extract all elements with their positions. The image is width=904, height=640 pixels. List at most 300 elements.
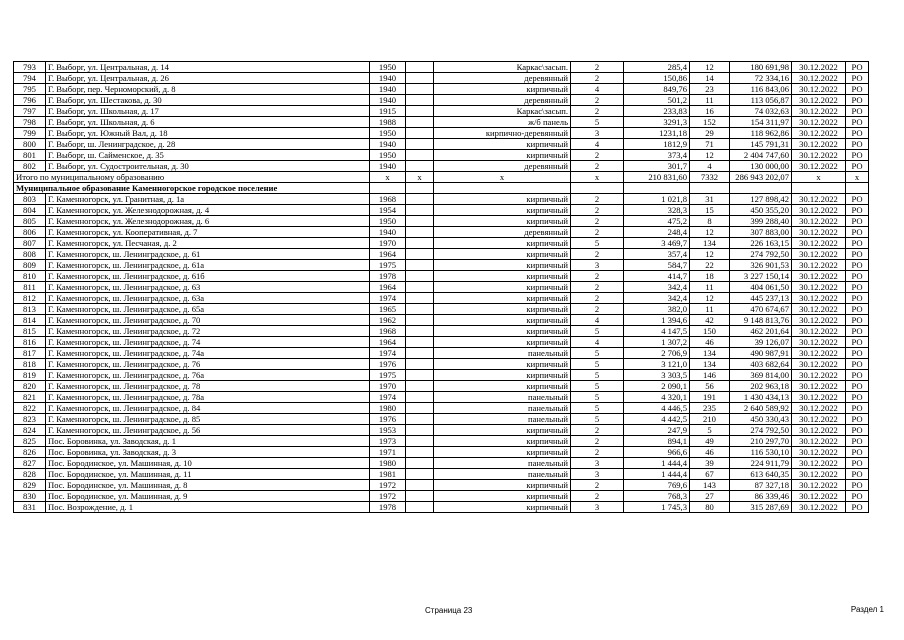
cost-cell: 226 163,15 xyxy=(730,238,792,249)
date-cell: 30.12.2022 xyxy=(792,62,846,73)
floors-cell: 2 xyxy=(571,106,624,117)
year-built-cell: 1970 xyxy=(370,381,406,392)
address-cell: Г. Каменногорск, ш. Ленинградское, д. 61 xyxy=(46,249,370,260)
area-cell: 2 706,9 xyxy=(624,348,690,359)
empty-cell xyxy=(406,139,434,150)
area-cell: 247,9 xyxy=(624,425,690,436)
table-row xyxy=(14,128,869,139)
area-cell: 4 147,5 xyxy=(624,326,690,337)
empty-cell xyxy=(846,183,869,194)
row-number: 827 xyxy=(14,458,46,469)
area-cell: 150,86 xyxy=(624,73,690,84)
area-cell: 3 121,0 xyxy=(624,359,690,370)
year-built-cell: 1940 xyxy=(370,227,406,238)
row-number: 803 xyxy=(14,194,46,205)
address-cell: Г. Каменногорск, ш. Ленинградское, д. 65а xyxy=(46,304,370,315)
row-number: 830 xyxy=(14,491,46,502)
area-cell: 3291,3 xyxy=(624,117,690,128)
row-number: 831 xyxy=(14,502,46,513)
year-built-cell: 1950 xyxy=(370,150,406,161)
year-built-cell: 1978 xyxy=(370,502,406,513)
residents-cell: 210 xyxy=(690,414,730,425)
wall-material-cell: Каркас\засып. xyxy=(434,106,571,117)
floors-cell: 5 xyxy=(571,348,624,359)
area-cell: 1 745,3 xyxy=(624,502,690,513)
table-row xyxy=(14,194,869,205)
row-number: 809 xyxy=(14,260,46,271)
area-cell: 1 394,6 xyxy=(624,315,690,326)
cost-cell: 274 792,50 xyxy=(730,425,792,436)
empty-cell xyxy=(406,491,434,502)
address-cell: Пос. Бородинское, ул. Машинная, д. 9 xyxy=(46,491,370,502)
date-cell: 30.12.2022 xyxy=(792,414,846,425)
type-cell: РО xyxy=(846,271,869,282)
type-cell: РО xyxy=(846,447,869,458)
table-row xyxy=(14,205,869,216)
address-cell: Г. Каменногорск, ул. Песчаная, д. 2 xyxy=(46,238,370,249)
residents-cell: 150 xyxy=(690,326,730,337)
address-cell: Г. Каменногорск, ш. Ленинградское, д. 74а xyxy=(46,348,370,359)
year-built-cell: 1976 xyxy=(370,414,406,425)
type-cell: РО xyxy=(846,238,869,249)
empty-cell xyxy=(406,238,434,249)
address-cell: Г. Каменногорск, ш. Ленинградское, д. 74 xyxy=(46,337,370,348)
year-built-cell: 1980 xyxy=(370,403,406,414)
residents-cell: 4 xyxy=(690,161,730,172)
date-cell: 30.12.2022 xyxy=(792,392,846,403)
area-cell: 373,4 xyxy=(624,150,690,161)
table-row xyxy=(14,150,869,161)
table-row xyxy=(14,458,869,469)
floors-cell: 2 xyxy=(571,95,624,106)
row-number: 823 xyxy=(14,414,46,425)
total-empty-cell: x xyxy=(406,172,434,183)
row-number: 804 xyxy=(14,205,46,216)
residents-cell: 8 xyxy=(690,216,730,227)
type-cell: РО xyxy=(846,194,869,205)
date-cell: 30.12.2022 xyxy=(792,139,846,150)
year-built-cell: 1971 xyxy=(370,447,406,458)
cost-cell: 2 404 747,60 xyxy=(730,150,792,161)
residents-cell: 11 xyxy=(690,95,730,106)
address-cell: Г. Выборг, ш. Ленинградское, д. 28 xyxy=(46,139,370,150)
wall-material-cell: панельный xyxy=(434,458,571,469)
residents-cell: 5 xyxy=(690,425,730,436)
date-cell: 30.12.2022 xyxy=(792,315,846,326)
wall-material-cell: кирпичный xyxy=(434,502,571,513)
date-cell: 30.12.2022 xyxy=(792,282,846,293)
cost-cell: 130 000,00 xyxy=(730,161,792,172)
address-cell: Г. Выборг, ул. Южный Вал, д. 18 xyxy=(46,128,370,139)
empty-cell xyxy=(571,183,624,194)
area-cell: 501,2 xyxy=(624,95,690,106)
residents-cell: 46 xyxy=(690,337,730,348)
cost-cell: 399 288,40 xyxy=(730,216,792,227)
table-row xyxy=(14,436,869,447)
floors-cell: 2 xyxy=(571,425,624,436)
residents-cell: 146 xyxy=(690,370,730,381)
address-cell: Г. Каменногорск, ш. Ленинградское, д. 63 xyxy=(46,282,370,293)
section-label: Раздел 1 xyxy=(850,605,884,614)
date-cell: 30.12.2022 xyxy=(792,425,846,436)
table-row xyxy=(14,370,869,381)
area-cell: 233,83 xyxy=(624,106,690,117)
type-cell: РО xyxy=(846,414,869,425)
address-cell: Пос. Возрождение, д. 1 xyxy=(46,502,370,513)
year-built-cell: 1954 xyxy=(370,205,406,216)
row-number: 810 xyxy=(14,271,46,282)
address-cell: Г. Выборг, ул. Шестакова, д. 30 xyxy=(46,95,370,106)
date-cell: 30.12.2022 xyxy=(792,271,846,282)
table-row xyxy=(14,326,869,337)
table-row xyxy=(14,282,869,293)
table-row xyxy=(14,315,869,326)
table-row xyxy=(14,249,869,260)
address-cell: Пос. Бородинское, ул. Машинная, д. 10 xyxy=(46,458,370,469)
type-cell: РО xyxy=(846,436,869,447)
address-cell: Пос. Боровинка, ул. Заводская, д. 1 xyxy=(46,436,370,447)
floors-cell: 2 xyxy=(571,150,624,161)
area-cell: 769,6 xyxy=(624,480,690,491)
total-residents-cell: 7332 xyxy=(690,172,730,183)
residents-cell: 67 xyxy=(690,469,730,480)
wall-material-cell: кирпичный xyxy=(434,271,571,282)
wall-material-cell: кирпичный xyxy=(434,194,571,205)
empty-cell xyxy=(406,205,434,216)
area-cell: 4 320,1 xyxy=(624,392,690,403)
empty-cell xyxy=(406,304,434,315)
empty-cell xyxy=(406,447,434,458)
type-cell: РО xyxy=(846,282,869,293)
date-cell: 30.12.2022 xyxy=(792,491,846,502)
residents-cell: 12 xyxy=(690,150,730,161)
area-cell: 357,4 xyxy=(624,249,690,260)
area-cell: 3 303,5 xyxy=(624,370,690,381)
table-row xyxy=(14,381,869,392)
wall-material-cell: кирпичный xyxy=(434,304,571,315)
address-cell: Г. Каменногорск, ш. Ленинградское, д. 76а xyxy=(46,370,370,381)
address-cell: Г. Выборг, ул. Школьная, д. 6 xyxy=(46,117,370,128)
residents-cell: 23 xyxy=(690,84,730,95)
cost-cell: 145 791,31 xyxy=(730,139,792,150)
floors-cell: 2 xyxy=(571,293,624,304)
cost-cell: 9 148 813,76 xyxy=(730,315,792,326)
year-built-cell: 1964 xyxy=(370,282,406,293)
residents-cell: 71 xyxy=(690,139,730,150)
empty-cell xyxy=(406,128,434,139)
cost-cell: 116 843,06 xyxy=(730,84,792,95)
year-built-cell: 1950 xyxy=(370,62,406,73)
total-year-cell: x xyxy=(370,172,406,183)
date-cell: 30.12.2022 xyxy=(792,359,846,370)
table-row xyxy=(14,139,869,150)
area-cell: 1 444,4 xyxy=(624,469,690,480)
type-cell: РО xyxy=(846,425,869,436)
year-built-cell: 1968 xyxy=(370,194,406,205)
area-cell: 475,2 xyxy=(624,216,690,227)
row-number: 808 xyxy=(14,249,46,260)
type-cell: РО xyxy=(846,304,869,315)
empty-cell xyxy=(406,282,434,293)
year-built-cell: 1940 xyxy=(370,95,406,106)
total-type-cell: x xyxy=(846,172,869,183)
row-number: 813 xyxy=(14,304,46,315)
table-row xyxy=(14,161,869,172)
cost-cell: 72 334,16 xyxy=(730,73,792,84)
year-built-cell: 1940 xyxy=(370,139,406,150)
cost-cell: 202 963,18 xyxy=(730,381,792,392)
date-cell: 30.12.2022 xyxy=(792,95,846,106)
wall-material-cell: деревянный xyxy=(434,95,571,106)
area-cell: 328,3 xyxy=(624,205,690,216)
area-cell: 382,0 xyxy=(624,304,690,315)
date-cell: 30.12.2022 xyxy=(792,117,846,128)
row-number: 818 xyxy=(14,359,46,370)
wall-material-cell: панельный xyxy=(434,392,571,403)
type-cell: РО xyxy=(846,117,869,128)
year-built-cell: 1968 xyxy=(370,326,406,337)
address-cell: Г. Каменногорск, ул. Кооперативная, д. 7 xyxy=(46,227,370,238)
year-built-cell: 1981 xyxy=(370,469,406,480)
address-cell: Г. Каменногорск, ш. Ленинградское, д. 78а xyxy=(46,392,370,403)
cost-cell: 87 327,18 xyxy=(730,480,792,491)
empty-cell xyxy=(406,183,434,194)
type-cell: РО xyxy=(846,73,869,84)
row-number: 807 xyxy=(14,238,46,249)
empty-cell xyxy=(406,480,434,491)
table-row xyxy=(14,95,869,106)
empty-cell xyxy=(406,348,434,359)
floors-cell: 2 xyxy=(571,282,624,293)
address-cell: Г. Каменногорск, ул. Железнодорожная, д. 4 xyxy=(46,205,370,216)
row-number: 816 xyxy=(14,337,46,348)
date-cell: 30.12.2022 xyxy=(792,73,846,84)
empty-cell xyxy=(434,183,571,194)
empty-cell xyxy=(406,469,434,480)
type-cell: РО xyxy=(846,359,869,370)
cost-cell: 224 911,79 xyxy=(730,458,792,469)
floors-cell: 2 xyxy=(571,216,624,227)
area-cell: 849,76 xyxy=(624,84,690,95)
empty-cell xyxy=(406,84,434,95)
residents-cell: 11 xyxy=(690,304,730,315)
table-row xyxy=(14,106,869,117)
year-built-cell: 1950 xyxy=(370,128,406,139)
wall-material-cell: кирпичный xyxy=(434,491,571,502)
cost-cell: 210 297,70 xyxy=(730,436,792,447)
residents-cell: 134 xyxy=(690,348,730,359)
table-row xyxy=(14,117,869,128)
cost-cell: 445 237,13 xyxy=(730,293,792,304)
year-built-cell: 1975 xyxy=(370,370,406,381)
date-cell: 30.12.2022 xyxy=(792,469,846,480)
cost-cell: 154 311,97 xyxy=(730,117,792,128)
year-built-cell: 1973 xyxy=(370,436,406,447)
row-number: 806 xyxy=(14,227,46,238)
address-cell: Г. Каменногорск, ш. Ленинградское, д. 72 xyxy=(46,326,370,337)
date-cell: 30.12.2022 xyxy=(792,304,846,315)
empty-cell xyxy=(406,403,434,414)
cost-cell: 613 640,35 xyxy=(730,469,792,480)
empty-cell xyxy=(406,359,434,370)
area-cell: 1812,9 xyxy=(624,139,690,150)
empty-cell xyxy=(406,326,434,337)
empty-cell xyxy=(406,425,434,436)
wall-material-cell: кирпичный xyxy=(434,293,571,304)
address-cell: Г. Каменногорск, ш. Ленинградское, д. 85 xyxy=(46,414,370,425)
date-cell: 30.12.2022 xyxy=(792,150,846,161)
cost-cell: 2 640 589,92 xyxy=(730,403,792,414)
residents-cell: 29 xyxy=(690,128,730,139)
cost-cell: 450 330,43 xyxy=(730,414,792,425)
type-cell: РО xyxy=(846,348,869,359)
wall-material-cell: кирпичный xyxy=(434,238,571,249)
floors-cell: 3 xyxy=(571,458,624,469)
area-cell: 584,7 xyxy=(624,260,690,271)
wall-material-cell: кирпичный xyxy=(434,249,571,260)
wall-material-cell: кирпичный xyxy=(434,205,571,216)
type-cell: РО xyxy=(846,150,869,161)
cost-cell: 307 883,00 xyxy=(730,227,792,238)
area-cell: 248,4 xyxy=(624,227,690,238)
date-cell: 30.12.2022 xyxy=(792,337,846,348)
address-cell: Г. Выборг, ш. Сайменское, д. 35 xyxy=(46,150,370,161)
total-label: Итого по муниципальному образованию xyxy=(14,172,370,183)
total-date-cell: x xyxy=(792,172,846,183)
date-cell: 30.12.2022 xyxy=(792,161,846,172)
empty-cell xyxy=(406,117,434,128)
residents-cell: 134 xyxy=(690,238,730,249)
address-cell: Г. Каменногорск, ш. Ленинградское, д. 76 xyxy=(46,359,370,370)
type-cell: РО xyxy=(846,326,869,337)
row-number: 825 xyxy=(14,436,46,447)
floors-cell: 3 xyxy=(571,260,624,271)
residents-cell: 15 xyxy=(690,205,730,216)
wall-material-cell: кирпичный xyxy=(434,381,571,392)
floors-cell: 5 xyxy=(571,392,624,403)
date-cell: 30.12.2022 xyxy=(792,106,846,117)
floors-cell: 3 xyxy=(571,502,624,513)
residents-cell: 12 xyxy=(690,293,730,304)
wall-material-cell: панельный xyxy=(434,414,571,425)
wall-material-cell: кирпично-деревянный xyxy=(434,128,571,139)
area-cell: 768,3 xyxy=(624,491,690,502)
wall-material-cell: кирпичный xyxy=(434,315,571,326)
area-cell: 342,4 xyxy=(624,293,690,304)
empty-cell xyxy=(370,183,406,194)
date-cell: 30.12.2022 xyxy=(792,238,846,249)
date-cell: 30.12.2022 xyxy=(792,128,846,139)
address-cell: Г. Каменногорск, ул. Железнодорожная, д. 6 xyxy=(46,216,370,227)
date-cell: 30.12.2022 xyxy=(792,227,846,238)
cost-cell: 369 814,00 xyxy=(730,370,792,381)
total-row xyxy=(14,172,869,183)
type-cell: РО xyxy=(846,95,869,106)
wall-material-cell: панельный xyxy=(434,348,571,359)
wall-material-cell: кирпичный xyxy=(434,370,571,381)
row-number: 805 xyxy=(14,216,46,227)
table-row xyxy=(14,62,869,73)
area-cell: 2 090,1 xyxy=(624,381,690,392)
wall-material-cell: кирпичный xyxy=(434,447,571,458)
type-cell: РО xyxy=(846,260,869,271)
area-cell: 3 469,7 xyxy=(624,238,690,249)
table-row xyxy=(14,469,869,480)
cost-cell: 127 898,42 xyxy=(730,194,792,205)
empty-cell xyxy=(690,183,730,194)
residents-cell: 49 xyxy=(690,436,730,447)
floors-cell: 2 xyxy=(571,161,624,172)
year-built-cell: 1980 xyxy=(370,458,406,469)
type-cell: РО xyxy=(846,249,869,260)
cost-cell: 470 674,67 xyxy=(730,304,792,315)
residents-cell: 12 xyxy=(690,62,730,73)
row-number: 799 xyxy=(14,128,46,139)
address-cell: Пос. Боровинка, ул. Заводская, д. 3 xyxy=(46,447,370,458)
wall-material-cell: деревянный xyxy=(434,73,571,84)
empty-cell xyxy=(406,458,434,469)
residents-cell: 134 xyxy=(690,359,730,370)
area-cell: 1 444,4 xyxy=(624,458,690,469)
type-cell: РО xyxy=(846,161,869,172)
type-cell: РО xyxy=(846,491,869,502)
empty-cell xyxy=(406,216,434,227)
empty-cell xyxy=(406,436,434,447)
year-built-cell: 1974 xyxy=(370,348,406,359)
date-cell: 30.12.2022 xyxy=(792,326,846,337)
row-number: 814 xyxy=(14,315,46,326)
wall-material-cell: кирпичный xyxy=(434,436,571,447)
table-row xyxy=(14,293,869,304)
area-cell: 966,6 xyxy=(624,447,690,458)
cost-cell: 450 355,20 xyxy=(730,205,792,216)
address-cell: Г. Каменногорск, ш. Ленинградское, д. 61а xyxy=(46,260,370,271)
date-cell: 30.12.2022 xyxy=(792,249,846,260)
floors-cell: 5 xyxy=(571,414,624,425)
address-cell: Г. Каменногорск, ш. Ленинградское, д. 63а xyxy=(46,293,370,304)
floors-cell: 2 xyxy=(571,205,624,216)
row-number: 821 xyxy=(14,392,46,403)
year-built-cell: 1972 xyxy=(370,480,406,491)
cost-cell: 315 287,69 xyxy=(730,502,792,513)
total-floors-cell: x xyxy=(571,172,624,183)
wall-material-cell: кирпичный xyxy=(434,282,571,293)
empty-cell xyxy=(406,370,434,381)
cost-cell: 462 201,64 xyxy=(730,326,792,337)
residents-cell: 22 xyxy=(690,260,730,271)
date-cell: 30.12.2022 xyxy=(792,447,846,458)
row-number: 801 xyxy=(14,150,46,161)
date-cell: 30.12.2022 xyxy=(792,480,846,491)
address-cell: Г. Выборг, ул. Судостроительная, д. 30 xyxy=(46,161,370,172)
table-row xyxy=(14,480,869,491)
residents-cell: 191 xyxy=(690,392,730,403)
floors-cell: 2 xyxy=(571,194,624,205)
cost-cell: 326 901,53 xyxy=(730,260,792,271)
section-heading: Муниципальное образование Каменногорское городское поселение xyxy=(14,183,370,194)
floors-cell: 5 xyxy=(571,359,624,370)
empty-cell xyxy=(406,315,434,326)
address-cell: Г. Каменногорск, ш. Ленинградское, д. 78 xyxy=(46,381,370,392)
row-number: 822 xyxy=(14,403,46,414)
empty-cell xyxy=(406,73,434,84)
floors-cell: 4 xyxy=(571,84,624,95)
table-row xyxy=(14,491,869,502)
area-cell: 414,7 xyxy=(624,271,690,282)
area-cell: 1 307,2 xyxy=(624,337,690,348)
wall-material-cell: кирпичный xyxy=(434,359,571,370)
residents-cell: 12 xyxy=(690,227,730,238)
